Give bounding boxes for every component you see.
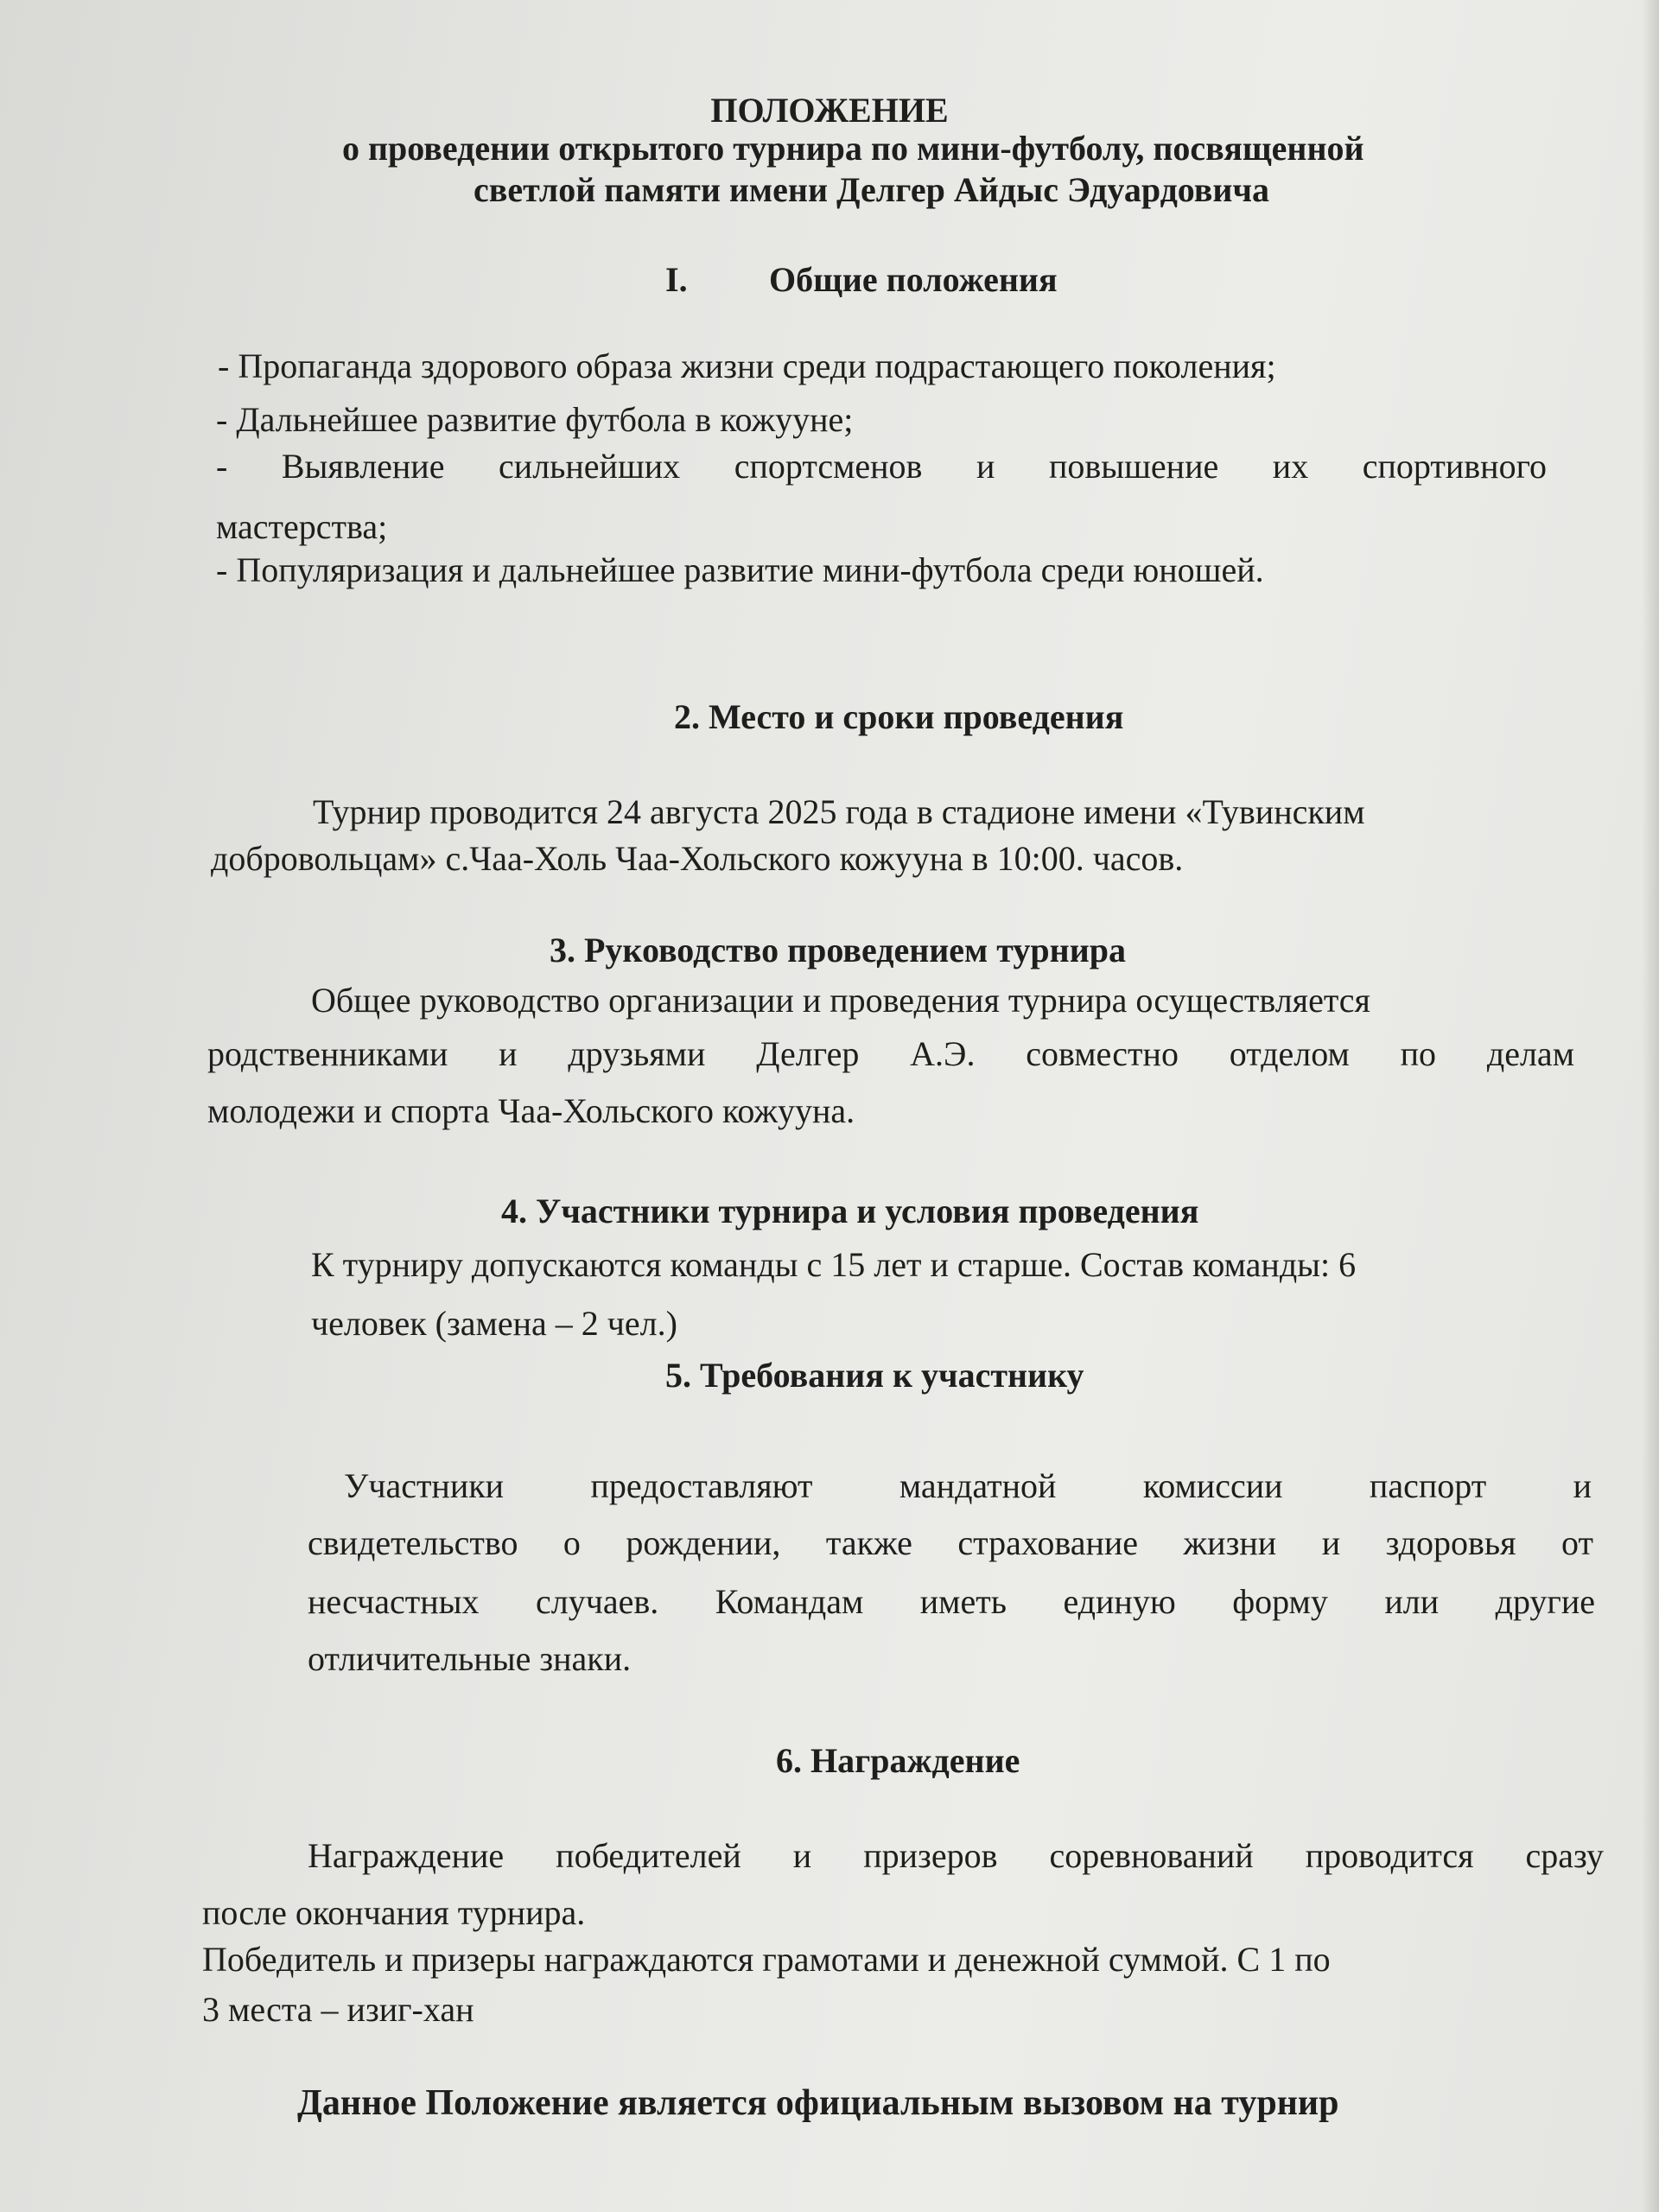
section4-line: человек (замена – 2 чел.): [311, 1304, 677, 1343]
document-subtitle-line1: о проведении открытого турнира по мини-футболу, посвященной: [342, 129, 1364, 168]
section6-line: Награждение победителей и призеров соревнований проводится сразу: [308, 1836, 1604, 1875]
section5-line: Участники предоставляют мандатной комиссии паспорт и: [344, 1466, 1592, 1505]
closing-statement: Данное Положение является официальным вызовом на турнир: [297, 2083, 1339, 2123]
section1-item: - Выявление сильнейших спортсменов и повышение их спортивного: [216, 447, 1547, 486]
section3-line: родственниками и друзьями Делгер А.Э. совместно отделом по делам: [207, 1034, 1574, 1073]
document-subtitle-line2: светлой памяти имени Делгер Айдыс Эдуардовича: [474, 170, 1270, 209]
section2-heading: 2. Место и сроки проведения: [674, 697, 1124, 736]
section1-item: - Пропаганда здорового образа жизни среди подрастающего поколения;: [218, 346, 1276, 385]
section2-line: Турнир проводится 24 августа 2025 года в стадионе имени «Тувинским: [313, 792, 1365, 831]
section1-item-continued: мастерства;: [216, 507, 388, 546]
section5-heading: 5. Требования к участнику: [665, 1356, 1084, 1395]
section5-line: свидетельство о рождении, также страхование жизни и здоровья от: [308, 1523, 1593, 1562]
section3-line: молодежи и спорта Чаа-Хольского кожууна.: [207, 1091, 855, 1130]
section6-line: 3 места – изиг-хан: [202, 1990, 474, 2029]
document-title: ПОЛОЖЕНИЕ: [710, 91, 949, 130]
section5-line: несчастных случаев. Командам иметь единую форму или другие: [308, 1582, 1595, 1621]
section3-heading: 3. Руководство проведением турнира: [550, 931, 1127, 969]
section1-heading: Общие положения: [769, 260, 1058, 299]
page-edge-shadow: [1642, 0, 1659, 2212]
section3-line: Общее руководство организации и проведения турнира осуществляется: [311, 981, 1370, 1020]
section6-line: Победитель и призеры награждаются грамотами и денежной суммой. С 1 по: [202, 1940, 1331, 1979]
section1-number: I.: [665, 260, 688, 299]
section4-line: К турниру допускаются команды с 15 лет и старше. Состав команды: 6: [311, 1245, 1357, 1284]
section6-line: после окончания турнира.: [202, 1893, 586, 1932]
section2-line: добровольцам» с.Чаа-Холь Чаа-Хольского кожууна в 10:00. часов.: [211, 839, 1184, 878]
section5-line: отличительные знаки.: [308, 1639, 632, 1678]
section4-heading: 4. Участники турнира и условия проведения: [501, 1192, 1199, 1230]
section1-item: - Дальнейшее развитие футбола в кожууне;: [216, 400, 854, 439]
section1-item: - Популяризация и дальнейшее развитие мини-футбола среди юношей.: [216, 550, 1264, 589]
section6-heading: 6. Награждение: [776, 1741, 1020, 1780]
